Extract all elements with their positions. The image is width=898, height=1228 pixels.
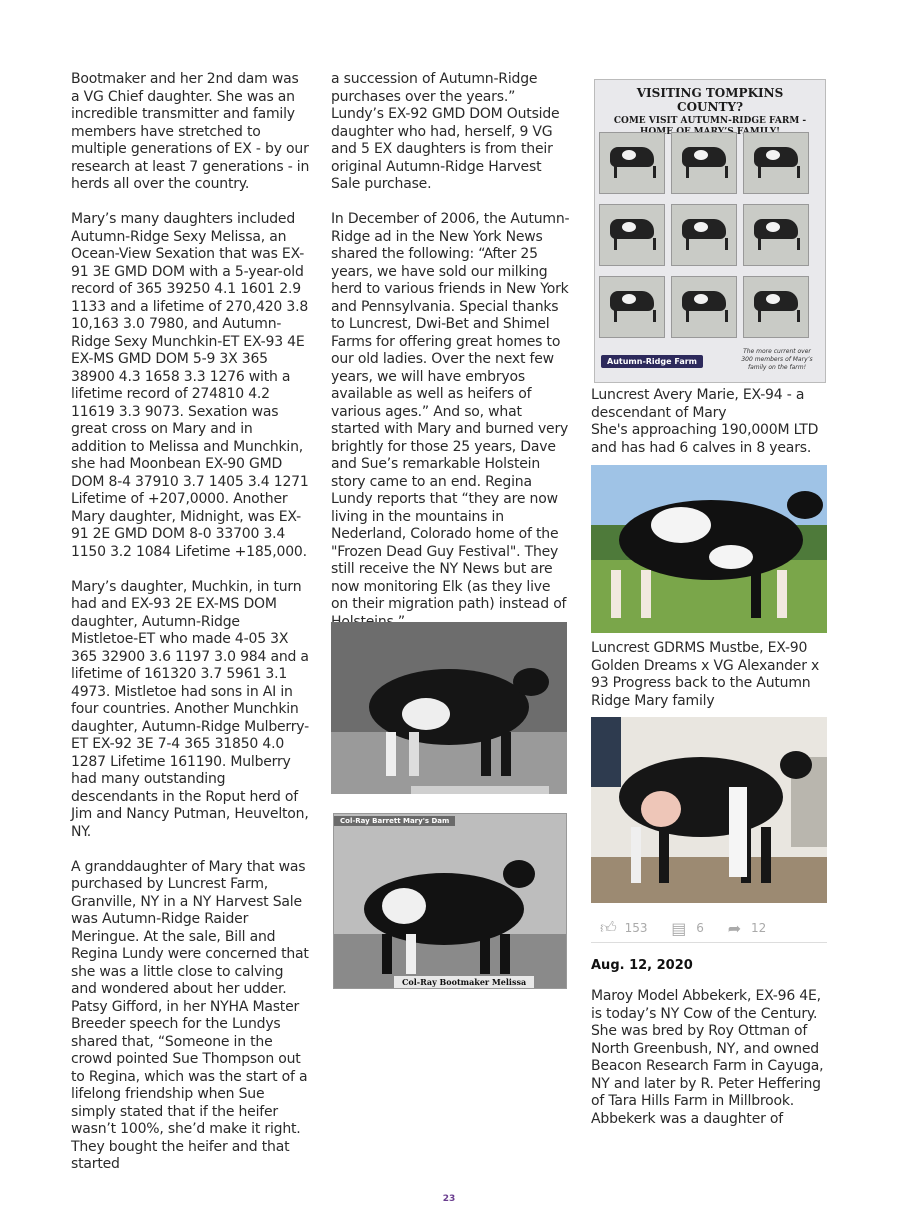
ad-cow-thumbnail [599, 204, 665, 266]
comment-count: 6 [696, 921, 704, 935]
autumn-ridge-ad-clipping [594, 79, 826, 383]
color-cow-photo-mustbe [591, 717, 827, 903]
paragraph: Bootmaker and her 2nd dam was a VG Chief daughter. She was an incredible transmitter and family members have stretched to multiple generations of EX - by our research at least 7 generations - in herds all over the country. [71, 71, 310, 192]
ad-cow-thumbnail [743, 276, 809, 338]
ad-cow-thumbnail [671, 204, 737, 266]
article-column-2 [331, 71, 571, 649]
cow-illustration [591, 717, 827, 903]
paragraph: Mary’s daughter, Muchkin, in turn had and EX-93 2E EX-MS DOM daughter, Autumn-Ridge Mistletoe-ET who made 4-05 3X 365 32900 3.6 1197 3.0 984 and a lifetime of 161320 3.7 5961 3.1 4973. Mistletoe had sons in AI in four countries. Another Munchkin daughter, Autumn-Ridge Mulberry-ET EX-92 3E 7-4 365 31850 4.0 1287 Lifetime 161190. Mulberry had many outstanding descendants in the Roput herd of Jim and Nancy Putman, Heuvelton, NY. [71, 578, 309, 840]
paragraph: A granddaughter of Mary that was purchased by Luncrest Farm, Granville, NY in a NY Harvest Sale was Autumn-Ridge Raider Meringue. At the sale, Bill and Regina Lundy were concerned that she was a little close to calving and wondered about her udder. Patsy Gifford, in her NYHA Master Breeder speech for the Lundys shared that, “Someone in the crowd pointed Sue Thompson out to Regina, which was the start of a lifelong friendship when Sue simply stated that if the heifer wasn’t 100%, she’d make it right. They bought the heifer and that started [71, 858, 309, 1172]
social-reactions [600, 918, 766, 938]
bw-cow-photo-1 [331, 622, 567, 794]
photo-top-label: Col-Ray Barrett Mary's Dam [334, 816, 455, 826]
paragraph: a succession of Autumn-Ridge purchases over the years.” Lundy’s EX-92 GMD DOM Outside daughter who had, herself, 9 VG and 5 EX daughters is from their original Autumn-Ridge Harvest Sale purchase. [331, 71, 560, 192]
thumbs-up-icon[interactable]: 👍︎ [600, 918, 617, 937]
cow-illustration [591, 465, 827, 633]
ad-cow-thumbnail [743, 132, 809, 194]
article-column-1 [71, 71, 311, 1191]
paragraph: Mary’s many daughters included Autumn-Ridge Sexy Melissa, an Ocean-View Sexation that was EX-91 3E GMD DOM with a 5-year-old record of 365 39250 4.1 1601 2.9 1133 and a lifetime of 270,420 3.8 10,163 3.0 7980, and Autumn-Ridge Sexy Munchkin-ET EX-93 4E EX-MS GMD DOM 5-9 3X 365 38900 4.3 1658 3.3 1276 with a lifetime record of 274810 4.2 11619 3.3 9073. Sexation was great cross on Mary and in addition to Melissa and Munchkin, she had Moonbean EX-90 GMD DOM 8-4 37910 3.7 1405 3.4 1271 Lifetime of +207,0000. Another Mary daughter, Midnight, was EX-91 2E GMD DOM 8-0 33700 3.4 1150 3.2 1084 Lifetime +185,000. [71, 211, 309, 560]
article-column-3 [591, 988, 827, 1128]
ad-headline: VISITING TOMPKINS COUNTY? [636, 86, 784, 114]
paragraph: In December of 2006, the Autumn-Ridge ad in the New York News shared the following: “After 25 years, we have sold our milking herd to various friends in New York and Pennsylvania. Special thanks to Luncrest, Dwi-Bet and Shimel Farms for offering great homes to our old ladies. Over the next few years, we will have embryos available as well as heifers of various ages.” And so, what started with Mary and burned very brightly for those 25 years, Dave and Sue’s remarkable Holstein story came to an end. Regina Lundy reports that “they are now living in the mountains in Nederland, Colorado home of the "Frozen Dead Guy Festival". They still receive the NY News but are now monitoring Elk (as they live on their migration path) instead of [331, 211, 570, 612]
page-number: 23 [442, 1194, 456, 1204]
photo-caption-avery: Luncrest Avery Marie, EX-94 - a descendant of Mary She's approaching 190,000M LTD and has had 6 calves in 8 years. [591, 387, 819, 456]
photo-caption-mustbe: Luncrest GDRMS Mustbe, EX-90 Golden Dreams x VG Alexander x 93 Progress back to the Autumn Ridge Mary family [591, 640, 820, 709]
ad-farm-name: Autumn-Ridge Farm [601, 355, 703, 368]
color-cow-photo-avery [591, 465, 827, 633]
ad-cow-thumbnail [671, 276, 737, 338]
cow-illustration [334, 814, 566, 988]
like-count: 153 [624, 921, 648, 935]
divider [591, 942, 827, 943]
ad-subhead: COME VISIT AUTUMN-RIDGE FARM - [613, 116, 807, 126]
ad-cow-thumbnail [599, 132, 665, 194]
comment-icon[interactable]: ▤ [671, 918, 687, 938]
photo-bottom-label: Col-Ray Bootmaker Melissa [394, 976, 534, 988]
ad-headline-block [605, 86, 815, 138]
share-icon[interactable]: ➦ [727, 918, 742, 938]
paragraph: Maroy Model Abbekerk, EX-96 4E, is today’s NY Cow of the Century. She was bred by Roy Ottman of North Greenbush, NY, and owned Beacon Research Farm in Cayuga, NY and later by R. Peter Heffering of Tara Hills Farm in Millbrook. Abbekerk was a daughter of [591, 988, 824, 1127]
ad-cow-thumbnail [743, 204, 809, 266]
ad-cow-thumbnail [671, 132, 737, 194]
ad-cow-thumbnail [599, 276, 665, 338]
share-count: 12 [750, 921, 767, 935]
bw-cow-photo-2 [333, 813, 567, 989]
post-date: Aug. 12, 2020 [591, 958, 693, 973]
cow-illustration [331, 622, 567, 794]
ad-note: The more current over 300 members of Mary’s family on the farm! [741, 348, 813, 371]
